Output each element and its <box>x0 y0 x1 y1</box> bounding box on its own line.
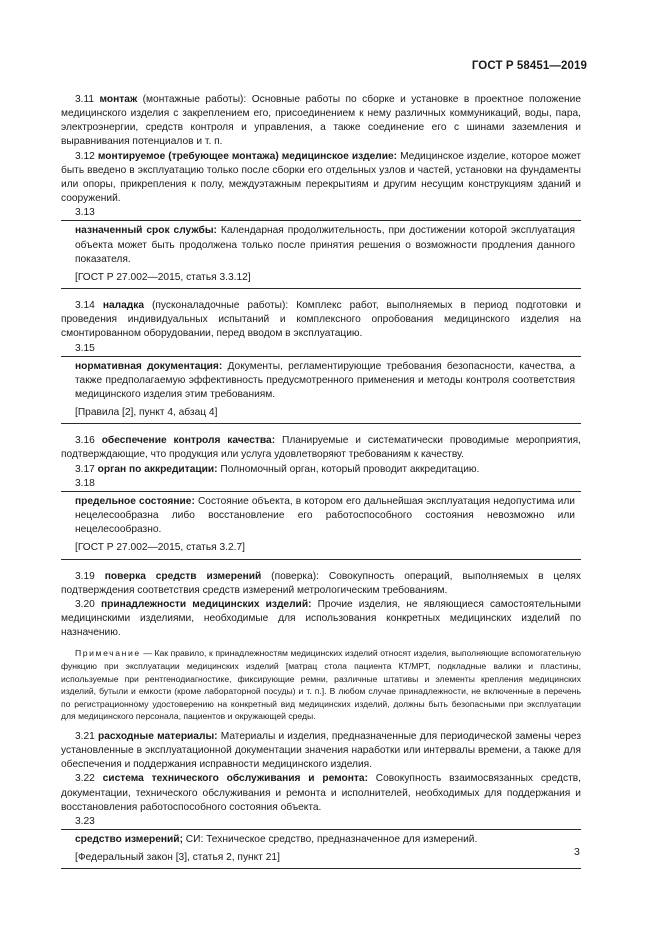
definition-3-20 <box>61 598 581 640</box>
clause-number: 3.17 <box>75 463 95 475</box>
clause-number: 3.19 <box>75 570 95 582</box>
term: средство измерений; <box>75 833 183 845</box>
definition-text: Прочие изделия, не являющиеся самостоятельными медицинскими изделиями, необходимые для использования конкретных медицинских изделий по назначению. <box>61 598 581 639</box>
clause-number: 3.14 <box>75 300 95 312</box>
standard-header: ГОСТ Р 58451—2019 <box>471 60 587 72</box>
clause-number: 3.20 <box>75 598 95 610</box>
term: монтаж <box>99 94 138 105</box>
term: назначенный срок службы: <box>75 225 217 237</box>
clause-number: 3.12 <box>75 150 95 162</box>
term: принадлежности медицинских изделий: <box>100 598 312 610</box>
definition-3-17 <box>61 463 581 477</box>
definition-3-22 <box>61 772 581 814</box>
clause-number: 3.21 <box>75 730 95 742</box>
source-reference: [ГОСТ Р 27.002—2015, статья 3.3.12] <box>75 271 251 283</box>
clause-number-3-15: 3.15 <box>75 342 95 354</box>
source-reference: [Правила [2], пункт 4, абзац 4] <box>75 407 218 419</box>
definition-text: (монтажные работы): Основные работы по сборке и установке в проектное положение медицинского изделия с закреплением его, присоединением к нему различных коммуникаций, воды, пара, электроэнергии, средств контроля и управления, а также соединение его с шинами заземления и выравнивания потенциалов и т. п. <box>61 94 581 148</box>
definition-box-3-23 <box>61 829 581 869</box>
term: орган по аккредитации: <box>97 463 218 475</box>
definition-3-11 <box>61 93 581 150</box>
definition-3-19 <box>61 570 581 598</box>
definition-text: Медицинское изделие, которое может быть введено в эксплуатацию только после сборки его отдельных узлов и частей, установки на фундаменты или опоры, прикрепления к полу, междуэтажным перекрытиям и другим несущим конструкциям зданий и сооружений. <box>61 150 581 205</box>
term: расходные материалы: <box>98 730 218 742</box>
definition-text: (пусконаладочные работы): Комплекс работ, выполняемых в период подготовки и проведения индивидуальных испытаний и комплексного опробования медицинского изделия на смонтированном оборудовании, перед вводом в эксплуатацию. <box>61 300 581 340</box>
clause-number-3-18: 3.18 <box>75 477 95 489</box>
definition-text: Полномочный орган, который проводит аккредитацию. <box>217 463 480 475</box>
definition-3-18 <box>75 495 575 537</box>
definition-3-16 <box>61 434 581 462</box>
definition-text: Состояние объекта, в котором его дальнейшая эксплуатация недопустима или нецелесообразна либо восстановление его работоспособного состояния невозможно или нецелесообразно. <box>75 495 575 536</box>
definition-box-3-13 <box>61 220 581 289</box>
definition-box-3-15 <box>61 356 581 425</box>
term: поверка средств измерений <box>104 570 262 582</box>
term: предельное состояние: <box>75 495 195 507</box>
source-reference: [Федеральный закон [3], статья 2, пункт 21] <box>75 852 280 864</box>
definition-text: Совокупность взаимосвязанных средств, документации, технического обслуживания и ремонта и исполнителей, необходимых для поддержания и восстановления работоспособного состояния объекта. <box>61 773 581 813</box>
definition-text: Планируемые и систематически проводимые мероприятия, подтверждающие, что продукция или услуга удовлетворяют требованиям к качеству. <box>61 435 582 461</box>
clause-number: 3.16 <box>75 435 95 447</box>
page-number: 3 <box>574 846 580 858</box>
definition-text: Документы, регламентирующие требования безопасности, качества, а также предполагаемую эффективность предусмотренного применения и методы контроля соответствия медицинского изделия этим требованиям. <box>75 360 575 400</box>
definition-3-14 <box>61 299 581 341</box>
clause-number-3-13: 3.13 <box>75 207 95 219</box>
definition-text: (поверка): Совокупность операций, выполняемых в целях подтверждения соответствия средств измерений метрологическим требованиям. <box>61 570 581 596</box>
clause-number: 3.22 <box>75 773 95 785</box>
clause-number: 3.11 <box>75 94 95 105</box>
definition-3-12 <box>61 150 581 207</box>
term: система технического обслуживания и ремонта: <box>102 773 368 785</box>
term: наладка <box>102 300 145 312</box>
source-reference: [ГОСТ Р 27.002—2015, статья 3.2.7] <box>75 542 245 554</box>
definition-text: Материалы и изделия, предназначенные для периодической замены через установленные в эксплуатационной документации значения наработки или интервалы времени, а также для обеспечения и поддержания исправности медицинского изделия. <box>61 730 581 771</box>
note-3-20 <box>61 647 581 723</box>
clause-number-3-23: 3.23 <box>75 815 95 827</box>
definition-3-23 <box>75 833 575 847</box>
term: монтируемое (требующее монтажа) медицинское изделие: <box>97 150 398 162</box>
definition-3-13 <box>75 224 575 266</box>
definition-text: Календарная продолжительность, при достижении которой эксплуатация объекта может быть продолжена только после принятия решения о возможности продления данного показателя. <box>75 225 575 265</box>
term: нормативная документация: <box>75 360 223 372</box>
definition-box-3-18 <box>61 491 581 560</box>
note-text: — Как правило, к принадлежностям медицинских изделий относят изделия, выполняющие вспомогательную функцию при эксплуатации медицинских изделий [матрац стола пациента КТ/МРТ, подкладные валики и пластины, используемые при рентгенодиагностике, фиксирующие ремни, различные штативы и элементы крепления медицинских изделий, бутыли и емкости (кроме лабораторной посуды) и т. п.]. В любом случае принадлежности, не включенные в перечень по регистрационному удостоверению на конкретный вид медицинских изделий, должны быть безопасными при эксплуатации для медицинского персонала, пациентов и окружающей среды. <box>61 648 581 722</box>
definition-text: СИ: Техническое средство, предназначенное для измерений. <box>182 833 478 845</box>
term: обеспечение контроля качества: <box>101 435 276 447</box>
document-body <box>61 93 581 879</box>
definition-3-21 <box>61 730 581 772</box>
note-label: Примечание <box>75 648 141 659</box>
definition-3-15 <box>75 360 575 402</box>
